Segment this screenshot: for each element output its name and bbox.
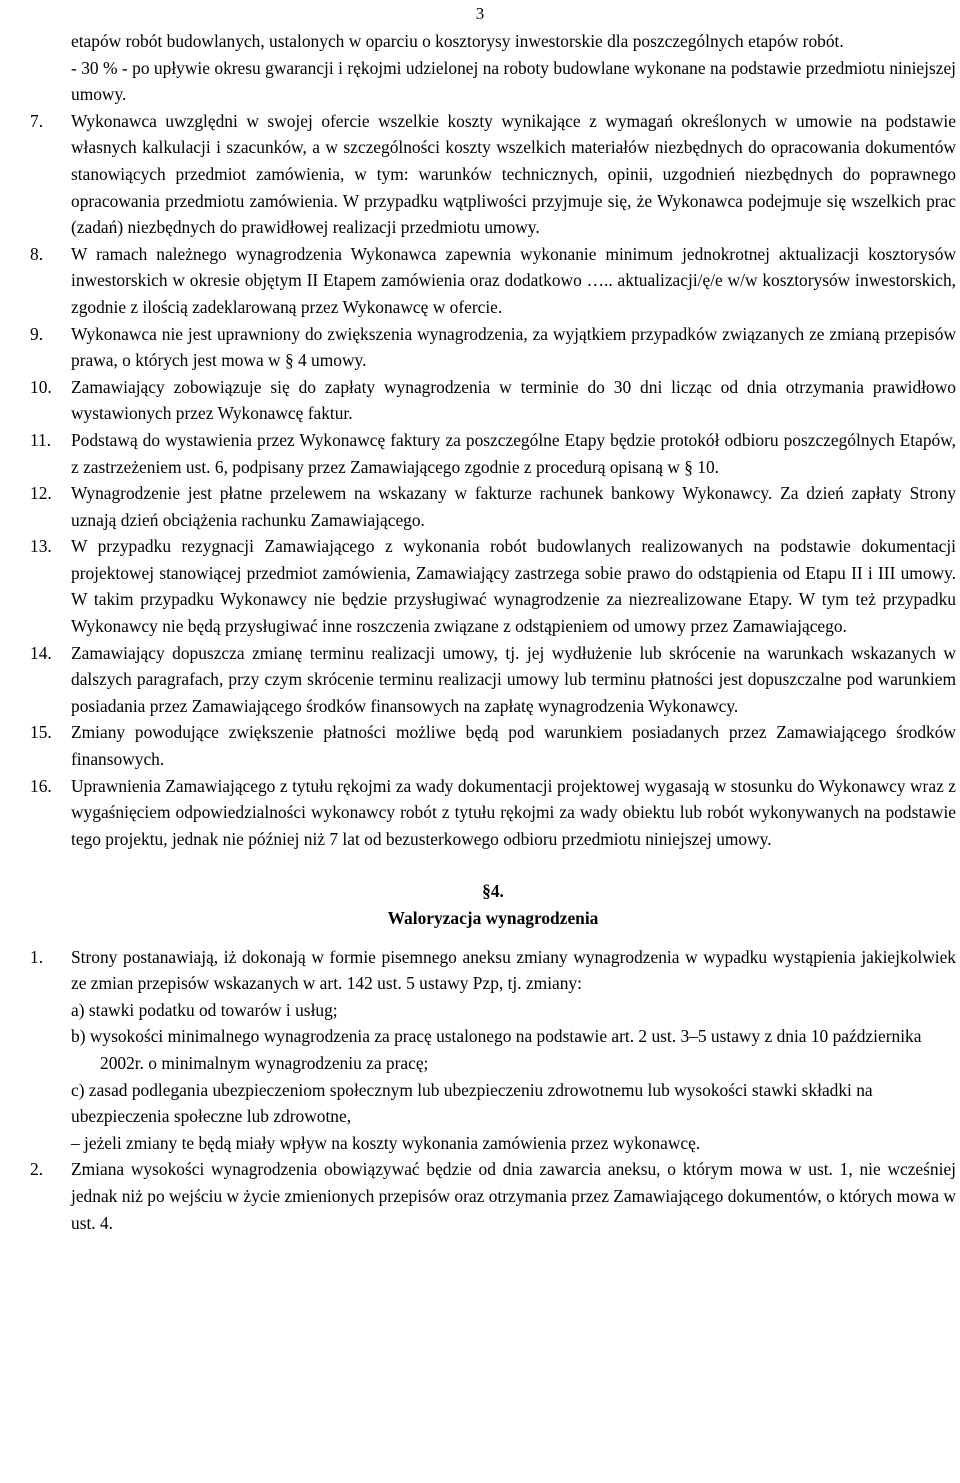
subitem: a) stawki podatku od towarów i usług; [71, 999, 338, 1020]
clause-number: 11. [30, 429, 52, 450]
clause-text: Zmiany powodujące zwiększenie płatności możliwe będą pod warunkiem posiadanych przez Zamawiającego środków finansowych. [71, 722, 956, 770]
valorization-clauses-list-continued [30, 1156, 956, 1236]
clause-item [30, 1156, 956, 1236]
clause-text: Wykonawca nie jest uprawniony do zwiększenia wynagrodzenia, za wyjątkiem przypadków związanych ze zmianą przepisów prawa, o których jest mowa w § 4 umowy. [71, 323, 956, 371]
clause-item [30, 944, 956, 997]
clause-number: 8. [30, 243, 44, 264]
subitem: c) zasad podlegania ubezpieczeniom społecznym lub ubezpieczeniu zdrowotnemu lub wysokości stawki składki na ubezpieczenia społeczne lub zdrowotne, [71, 1079, 873, 1127]
section-number: §4. [482, 881, 504, 902]
clause-item [30, 480, 956, 533]
section-title: Waloryzacja wynagrodzenia [387, 908, 599, 928]
clause-text: Zmiana wysokości wynagrodzenia obowiązywać będzie od dnia zawarcia aneksu, o którym mowa w ust. 1, nie wcześniej jednak niż po wejściu w życie zmienionych przepisów oraz otrzymania przez Zamawiającego dokumentów, o których mowa w ust. 4. [71, 1159, 956, 1233]
clause-item [30, 719, 956, 772]
clause-item [30, 533, 956, 639]
clause-item [30, 108, 956, 241]
clause-item [30, 321, 956, 374]
subitem: – jeżeli zmiany te będą miały wpływ na koszty wykonania zamówienia przez wykonawcę. [71, 1132, 701, 1153]
clause-number: 9. [30, 323, 44, 344]
clause-number: 16. [30, 775, 52, 796]
page-number: 3 [475, 4, 485, 23]
clause-text: Strony postanawiają, iż dokonają w formie pisemnego aneksu zmiany wynagrodzenia w wypadku wystąpienia jakiejkolwiek ze zmian przepisów wskazanych w art. 142 ust. 5 ustawy Pzp, tj. zmiany: [71, 946, 956, 994]
clause-text: Zamawiający dopuszcza zmianę terminu realizacji umowy, tj. jej wydłużenie lub skrócenie na warunkach wskazanych w dalszych paragrafach, przy czym skrócenie terminu realizacji umowy lub terminu płatności jest dopuszczalne pod warunkiem posiadania przez Zamawiającego środków finansowych na zapłatę wynagrodzenia Wykonawcy. [71, 642, 956, 716]
clause-number: 13. [30, 536, 52, 557]
clause-number: 2. [30, 1159, 44, 1180]
clause-number: 14. [30, 642, 52, 663]
clause-number: 15. [30, 722, 52, 743]
document-body [30, 28, 956, 1236]
clause-number: 7. [30, 110, 44, 131]
clause-item [30, 374, 956, 427]
clause-text: Wykonawca uwzględni w swojej ofercie wszelkie koszty wynikające z wymagań określonych w umowie na podstawie własnych kalkulacji i szacunków, a w szczególności koszty wszelkich materiałów niezbędnych do opracowania dokumentów stanowiących przedmiot zamówienia, w tym: warunków technicznych, opinii, uzgodnień niezbędnych do poprawnego opracowania przedmiotu zamówienia. W przypadku wątpliwości przyjmuje się, że Wykonawca podejmuje się wszelkich prac (zadań) niezbędnych do prawidłowej realizacji przedmiotu umowy. [71, 110, 956, 238]
intro-paragraph-1: etapów robót budowlanych, ustalonych w oparciu o kosztorysy inwestorskie dla poszczególnych etapów robót. [71, 31, 844, 51]
clause-number: 10. [30, 376, 52, 397]
payment-clauses-list [30, 108, 956, 853]
clause-number: 12. [30, 483, 52, 504]
clause-item [30, 241, 956, 321]
clause-text: Uprawnienia Zamawiającego z tytułu rękojmi za wady dokumentacji projektowej wygasają w stosunku do Wykonawcy wraz z wygaśnięciem odpowiedzialności wykonawcy robót z tytułu rękojmi za wady obiektu lub robót wykonywanych na podstawie tego projektu, jednak nie później niż 7 lat od bezusterkowego odbioru przedmiotu niniejszej umowy. [71, 775, 956, 849]
clause-text: Podstawą do wystawienia przez Wykonawcę faktury za poszczególne Etapy będzie protokół odbioru poszczególnych Etapów, z zastrzeżeniem ust. 6, podpisany przez Zamawiającego zgodnie z procedurą opisaną w § 10. [71, 429, 956, 477]
valorization-subitems [30, 997, 956, 1157]
subitem: b) wysokości minimalnego wynagrodzenia za pracę ustalonego na podstawie art. 2 ust. 3–5 ustawy z dnia 10 października 2002r. o minimalnym wynagrodzeniu za pracę; [71, 1026, 922, 1073]
clause-text: Wynagrodzenie jest płatne przelewem na wskazany w fakturze rachunek bankowy Wykonawcy. Za dzień zapłaty Strony uznają dzień obciążenia rachunku Zamawiającego. [71, 483, 956, 530]
clause-item [30, 773, 956, 853]
clause-text: Zamawiający zobowiązuje się do zapłaty wynagrodzenia w terminie do 30 dni licząc od dnia otrzymania prawidłowo wystawionych przez Wykonawcę faktur. [71, 376, 956, 424]
clause-item [30, 640, 956, 720]
clause-text: W przypadku rezygnacji Zamawiającego z wykonania robót budowlanych realizowanych na podstawie dokumentacji projektowej stanowiącej przedmiot zamówienia, Zamawiający zastrzega sobie prawo do odstąpienia od Etapu II i III umowy. W takim przypadku Wykonawcy nie będzie przysługiwać wynagrodzenie za niezrealizowane Etapy. W tym też przypadku Wykonawcy nie będą przysługiwać inne roszczenia związane z odstąpieniem od umowy przez Zamawiającego. [71, 536, 956, 637]
clause-item [30, 427, 956, 480]
valorization-clauses-list [30, 944, 956, 997]
clause-number: 1. [30, 946, 44, 967]
intro-paragraph-2: - 30 % - po upływie okresu gwarancji i rękojmi udzielonej na roboty budowlane wykonane na podstawie przedmiotu niniejszej umowy. [71, 57, 956, 105]
clause-text: W ramach należnego wynagrodzenia Wykonawca zapewnia wykonanie minimum jednokrotnej aktualizacji kosztorysów inwestorskich w okresie objętym II Etapem zamówienia oraz dodatkowo ….. aktualizacji/ę/e w/w kosztorysów inwestorskich, zgodnie z ilością zadeklarowaną przez Wykonawcę w ofercie. [71, 243, 956, 317]
